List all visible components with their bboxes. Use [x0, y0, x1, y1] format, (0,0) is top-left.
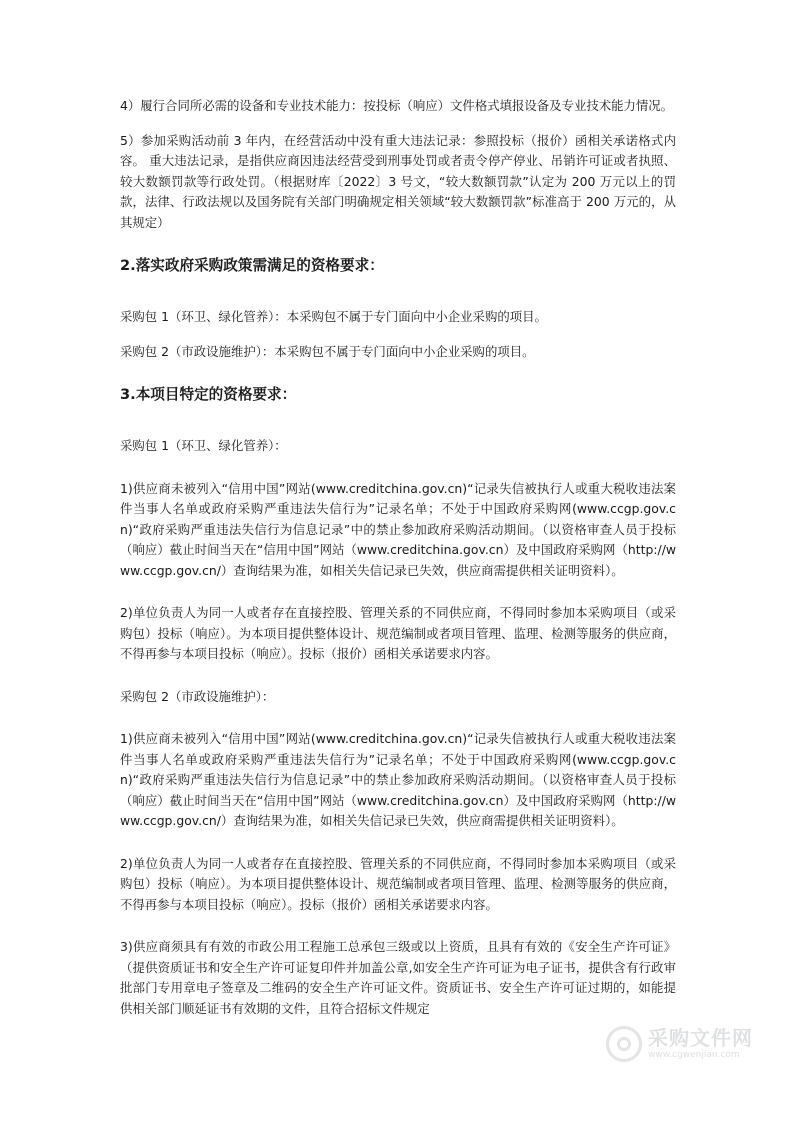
paragraph-item-4: 4）履行合同所必需的设备和专业技术能力：按投标（响应）文件格式填报设备及专业技术能力情况。 [120, 98, 674, 113]
package-1-title: 采购包 1（环卫、绿化管养）： [120, 438, 287, 453]
section-heading-2: 2.落实政府采购政策需满足的资格要求： [120, 257, 384, 274]
watermark-url: www.cgwenjian.com [648, 1050, 740, 1060]
watermark-name: 采购文件网 [648, 1026, 753, 1050]
section-heading-3: 3.本项目特定的资格要求： [120, 386, 297, 403]
watermark [606, 1026, 753, 1062]
watermark-text [648, 1027, 753, 1061]
watermark-logo-icon [606, 1026, 642, 1062]
package-2-requirement-3: 3)供应商须具有有效的市政公用工程施工总承包三级或以上资质，且具有有效的《安全生产许可证》（提供资质证书和安全生产许可证复印件并加盖公章,如安全生产许可证为电子证书，提供含有行政审批部门专用章电子签章及二维码的安全生产许可证文件。资质证书、安全生产许可证过期的，如能提供相关部门顺延证书有效期的文件，且符合招标文件规定 [120, 939, 676, 1016]
document-body [120, 96, 676, 1019]
package-2-policy: 采购包 2（市政设施维护）：本采购包不属于专门面向中小企业采购的项目。 [120, 343, 535, 359]
package-2-requirement-2: 2)单位负责人为同一人或者存在直接控股、管理关系的不同供应商，不得同时参加本采购项目（或采购包）投标（响应）。为本项目提供整体设计、规范编制或者项目管理、监理、检测等服务的供应商，不得再参与本项目投标（响应）。投标（报价）函相关承诺要求内容。 [120, 855, 676, 912]
package-1-requirement-1: 1)供应商未被列入“信用中国”网站(www.creditchina.gov.cn)“记录失信被执行人或重大税收违法案件当事人名单或政府采购严重违法失信行为”记录名单；不处于中国政府采购网(www.ccgp.gov.cn)“政府采购严重违法失信行为信息记录”中的禁止参加政府采购活动期间。（以资格审查人员于投标（响应）截止时间当天在“信用中国”网站（www.creditchina.gov.cn）及中国政府采购网（http://www.ccgp.gov.cn/）查询结果为准，如相关失信记录已失效，供应商需提供相关证明资料）。 [120, 480, 676, 578]
paragraph-item-5: 5）参加采购活动前 3 年内，在经营活动中没有重大违法记录：参照投标（报价）函相关承诺格式内容。 重大违法记录，是指供应商因违法经营受到刑事处罚或者责令停产停业、吊销许可证或者执照、较大数额罚款等行政处罚。（根据财库〔2022〕3 号文，“较大数额罚款”认定为 200 万元以上的罚款，法律、行政法规以及国务院有关部门明确规定相关领域“较大数额罚款”标准高于 200 万元的，从其规定） [120, 132, 676, 230]
package-2-title: 采购包 2（市政设施维护）： [120, 688, 275, 704]
package-1-policy: 采购包 1（环卫、绿化管养）：本采购包不属于专门面向中小企业采购的项目。 [120, 309, 547, 324]
package-1-requirement-2: 2)单位负责人为同一人或者存在直接控股、管理关系的不同供应商，不得同时参加本采购项目（或采购包）投标（响应）。为本项目提供整体设计、规范编制或者项目管理、监理、检测等服务的供应商，不得再参与本项目投标（响应）。投标（报价）函相关承诺要求内容。 [120, 605, 676, 661]
package-2-requirement-1: 1)供应商未被列入“信用中国”网站(www.creditchina.gov.cn)“记录失信被执行人或重大税收违法案件当事人名单或政府采购严重违法失信行为”记录名单；不处于中国政府采购网(www.ccgp.gov.cn)“政府采购严重违法失信行为信息记录”中的禁止参加政府采购活动期间。（以资格审查人员于投标（响应）截止时间当天在“信用中国”网站（www.creditchina.gov.cn）及中国政府采购网（http://www.ccgp.gov.cn/）查询结果为准，如相关失信记录已失效，供应商需提供相关证明资料）。 [120, 731, 676, 828]
